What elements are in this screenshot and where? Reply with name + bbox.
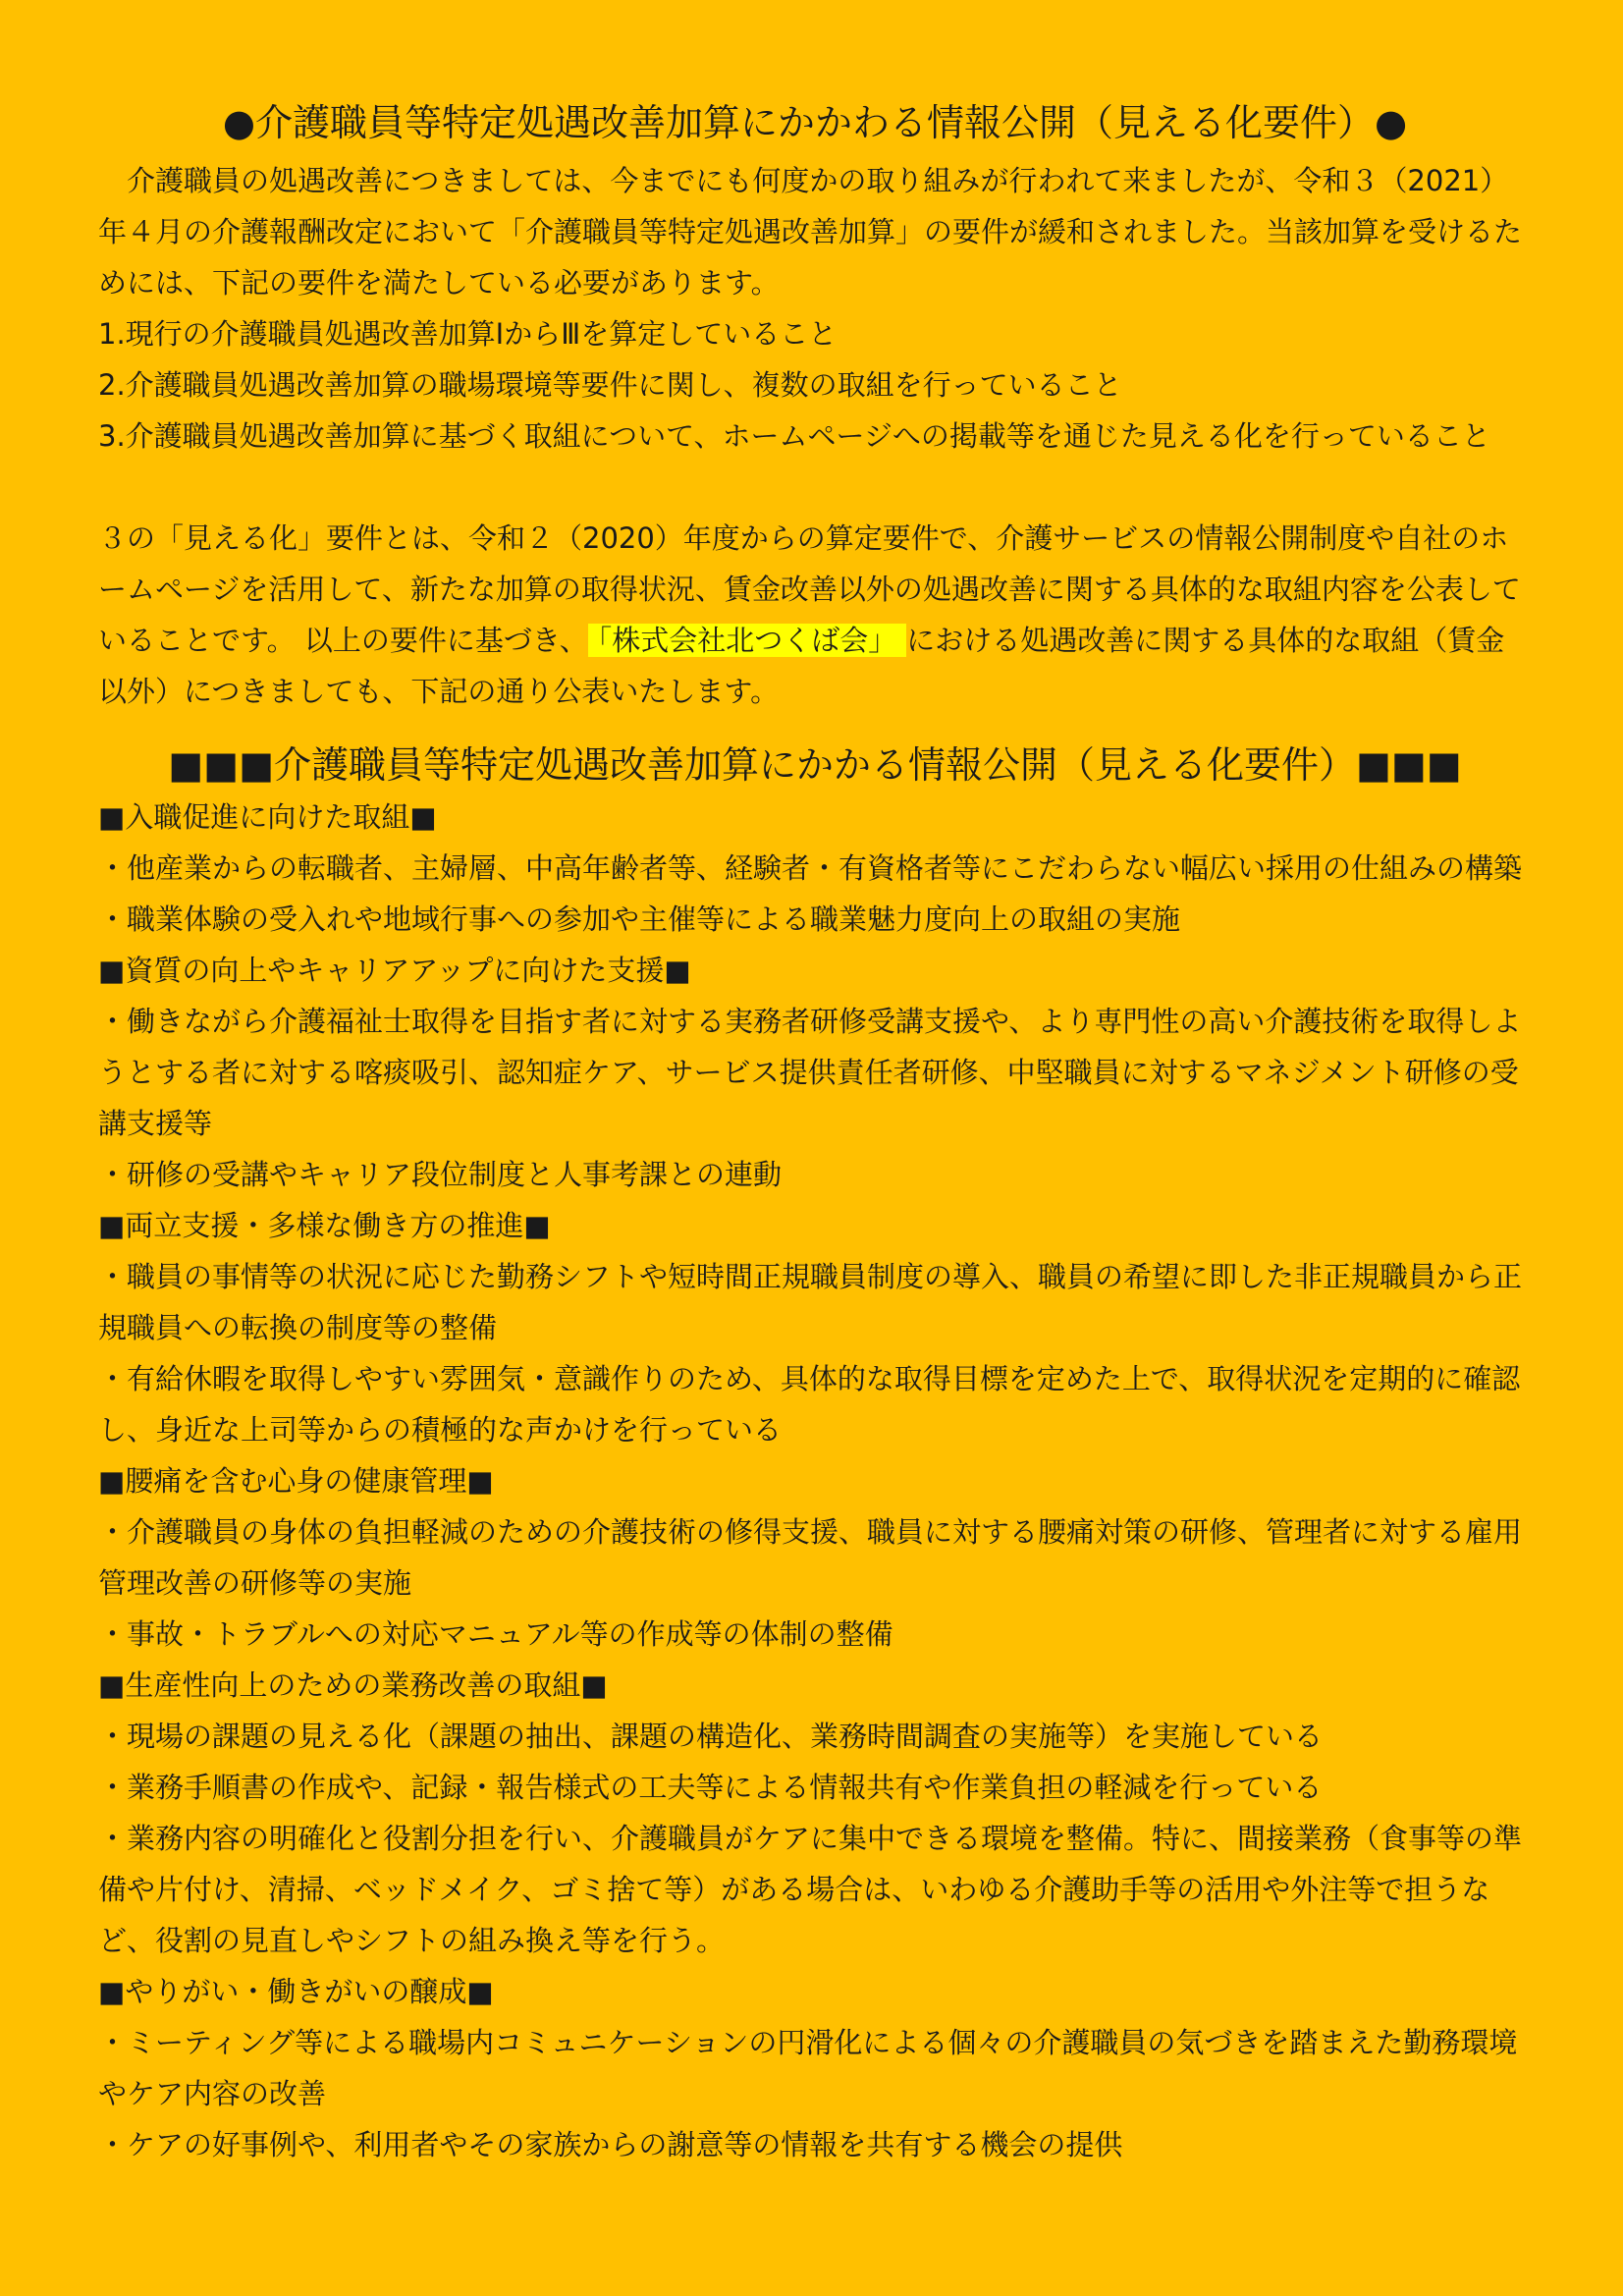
explanation-text: における処遇改善に関する具体的な取組（賃金以外）につきましても、下記の通り公表いたします。 — [98, 624, 1505, 708]
explanation-text: ３の「見える化」要件とは、令和２（2020）年度からの算定要件で、介護サービスの情報公開制度や自社のホームページを活用して、新たな加算の取得状況、賃金改善以外の処遇改善に関する具体的な取組内容を公表していることです。 以上の要件に基づき、 — [98, 521, 1521, 657]
spacer — [98, 462, 1532, 513]
list-item: ・現場の課題の見える化（課題の抽出、課題の構造化、業務時間調査の実施等）を実施している — [98, 1720, 1324, 1753]
requirement-item: 3.介護職員処遇改善加算に基づく取組について、ホームページへの掲載等を通じた見える化を行っていること — [98, 419, 1490, 453]
group-work-life-balance — [98, 1200, 1532, 1455]
group-heading: ■両立支援・多様な働き方の推進■ — [98, 1209, 551, 1242]
list-item: ・職業体験の受入れや地域行事への参加や主催等による職業魅力度向上の取組の実施 — [98, 902, 1181, 936]
group-health-management — [98, 1455, 1532, 1660]
group-heading: ■やりがい・働きがいの醸成■ — [98, 1975, 494, 2008]
section-title: ■■■介護職員等特定処遇改善加算にかかる情報公開（見える化要件）■■■ — [168, 743, 1462, 787]
group-heading: ■生産性向上のための業務改善の取組■ — [98, 1668, 608, 1702]
explanation-paragraph — [98, 513, 1532, 717]
list-item: ・研修の受講やキャリア段位制度と人事考課との連動 — [98, 1158, 783, 1191]
list-item: ・働きながら介護福祉士取得を目指す者に対する実務者研修受講支援や、より専門性の高い介護技術を取得しようとする者に対する喀痰吸引、認知症ケア、サービス提供責任者研修、中堅職員に対するマネジメント研修の受講支援等 — [98, 1005, 1522, 1140]
group-career-support — [98, 945, 1532, 1200]
company-name-highlight: 「株式会社北つくば会」 — [588, 624, 907, 657]
list-item: ・ケアの好事例や、利用者やその家族からの謝意等の情報を共有する機会の提供 — [98, 2128, 1123, 2161]
list-item: ・ミーティング等による職場内コミュニケーションの円滑化による個々の介護職員の気づきを踏まえた勤務環境やケア内容の改善 — [98, 2026, 1518, 2110]
list-item: ・有給休暇を取得しやすい雰囲気・意識作りのため、具体的な取得目標を定めた上で、取得状況を定期的に確認し、身近な上司等からの積極的な声かけを行っている — [98, 1362, 1521, 1447]
group-heading: ■入職促進に向けた取組■ — [98, 800, 437, 834]
list-item: ・業務内容の明確化と役割分担を行い、介護職員がケアに集中できる環境を整備。特に、間接業務（食事等の準備や片付け、清掃、ベッドメイク、ゴミ捨て等）がある場合は、いわゆる介護助手等の活用や外注等で担うなど、役割の見直しやシフトの組み換え等を行う。 — [98, 1822, 1523, 1957]
document-page — [98, 90, 1532, 2170]
group-motivation — [98, 1966, 1532, 2170]
list-item: ・介護職員の身体の負担軽減のための介護技術の修得支援、職員に対する腰痛対策の研修、管理者に対する雇用管理改善の研修等の実施 — [98, 1515, 1523, 1600]
group-recruitment — [98, 792, 1532, 945]
group-heading: ■腰痛を含む心身の健康管理■ — [98, 1464, 494, 1498]
page-title: ●介護職員等特定処遇改善加算にかかわる情報公開（見える化要件）● — [222, 101, 1408, 144]
list-item: ・他産業からの転職者、主婦層、中高年齢者等、経験者・有資格者等にこだわらない幅広い採用の仕組みの構築 — [98, 851, 1523, 885]
intro-paragraph: 介護職員の処遇改善につきましては、今までにも何度かの取り組みが行われて来ましたが、令和３（2021）年４月の介護報酬改定において「介護職員等特定処遇改善加算」の要件が緩和されました。当該加算を受けるためには、下記の要件を満たしている必要があります。 — [98, 164, 1523, 300]
requirement-item: 2.介護職員処遇改善加算の職場環境等要件に関し、複数の取組を行っていること — [98, 368, 1122, 402]
requirement-item: 1.現行の介護職員処遇改善加算ⅠからⅢを算定していること — [98, 317, 838, 351]
list-item: ・職員の事情等の状況に応じた勤務シフトや短時間正規職員制度の導入、職員の希望に即した非正規職員から正規職員への転換の制度等の整備 — [98, 1260, 1523, 1344]
group-productivity — [98, 1660, 1532, 1966]
list-item: ・業務手順書の作成や、記録・報告様式の工夫等による情報共有や作業負担の軽減を行っている — [98, 1771, 1323, 1804]
group-heading: ■資質の向上やキャリアアップに向けた支援■ — [98, 954, 691, 987]
list-item: ・事故・トラブルへの対応マニュアル等の作成等の体制の整備 — [98, 1617, 893, 1651]
